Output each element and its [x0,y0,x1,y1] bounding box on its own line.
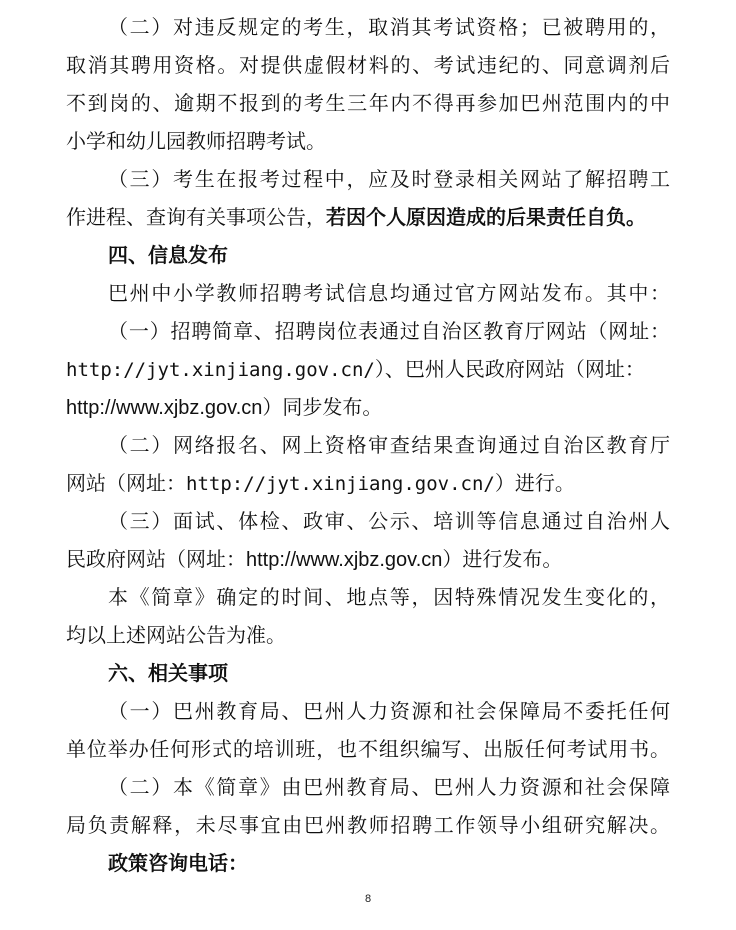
paragraph-line: （三）面试、体检、政审、公示、培训等信息通过自治州人 [108,509,670,533]
paragraph-line: （一）巴州教育局、巴州人力资源和社会保障局不委托任何 [108,699,670,723]
url-link[interactable]: http://jyt.xinjiang.gov.cn/ [66,359,375,381]
paragraph-line: 巴州中小学教师招聘考试信息均通过官方网站发布。其中： [108,281,670,305]
url-link[interactable]: http://www.xjbz.gov.cn [246,549,443,571]
url-link[interactable]: http://jyt.xinjiang.gov.cn/ [186,473,495,495]
paragraph-line: 单位举办任何形式的培训班，也不组织编写、出版任何考试用书。 [66,737,670,761]
paragraph-text: 网站（网址： [66,471,186,495]
paragraph-line: （二）对违反规定的考生，取消其考试资格；已被聘用的， [108,15,670,39]
paragraph-line [66,470,670,496]
page-number: 8 [364,893,372,905]
paragraph-line: （三）考生在报考过程中，应及时登录相关网站了解招聘工 [108,167,670,191]
paragraph-line: （一）招聘简章、招聘岗位表通过自治区教育厅网站（网址： [108,319,670,343]
paragraph-line: 局负责解释，未尽事宜由巴州教师招聘工作领导小组研究解决。 [66,813,670,837]
paragraph-line [66,546,670,572]
policy-hotline-heading: 政策咨询电话： [108,851,248,875]
paragraph-line: 不到岗的、逾期不报到的考生三年内不得再参加巴州范围内的中 [66,91,670,115]
paragraph-line: 本《简章》确定的时间、地点等，因特殊情况发生变化的， [108,585,670,609]
paragraph-text: ）、巴州人民政府网站（网址： [374,357,645,381]
section-heading-info-release: 四、信息发布 [108,243,228,267]
emphasis-text: 若因个人原因造成的后果责任自负。 [326,205,646,229]
paragraph-line: 取消其聘用资格。对提供虚假材料的、考试违纪的、同意调剂后 [66,53,670,77]
paragraph-line [66,394,670,420]
paragraph-line [66,356,670,382]
paragraph-line [66,204,670,230]
paragraph-line: 均以上述网站公告为准。 [66,623,286,647]
paragraph-line: （二）本《简章》由巴州教育局、巴州人力资源和社会保障 [108,775,670,799]
paragraph-line: （二）网络报名、网上资格审查结果查询通过自治区教育厅 [108,433,670,457]
paragraph-text: ）同步发布。 [262,395,383,419]
section-heading-related-matters: 六、相关事项 [108,661,228,685]
paragraph-text: 作进程、查询有关事项公告， [66,205,326,229]
paragraph-text: ）进行。 [494,471,575,495]
url-link[interactable]: http://www.xjbz.gov.cn [66,397,263,419]
paragraph-text: ）进行发布。 [442,547,563,571]
paragraph-line: 小学和幼儿园教师招聘考试。 [66,129,326,153]
paragraph-text: 民政府网站（网址： [66,547,246,571]
